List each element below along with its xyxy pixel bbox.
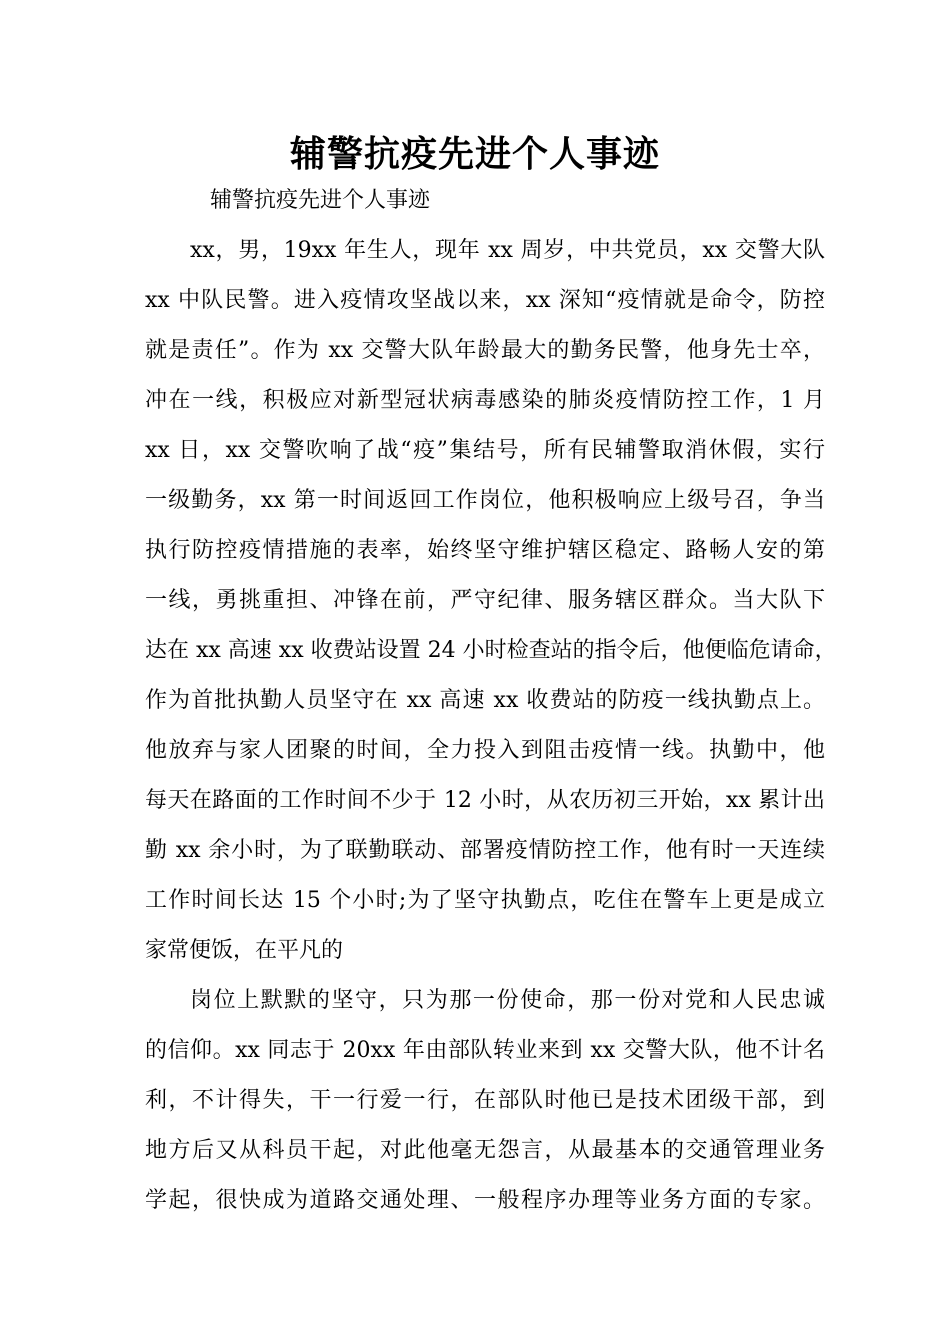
paragraph-line: 一线，勇挑重担、冲锋在前，严守纪律、服务辖区群众。当大队下	[145, 588, 825, 613]
paragraph-line: 他放弃与家人团聚的时间，全力投入到阻击疫情一线。执勤中，他	[145, 738, 825, 763]
paragraph-line: 地方后又从科员干起，对此他毫无怨言，从最基本的交通管理业务	[145, 1138, 825, 1163]
paragraph-line: xx 日，xx 交警吹响了战“疫”集结号，所有民辅警取消休假，实行	[145, 438, 825, 463]
paragraph-line: 的信仰。xx 同志于 20xx 年由部队转业来到 xx 交警大队，他不计名	[145, 1038, 825, 1063]
paragraph-line: 工作时间长达 15 个小时;为了坚守执勤点，吃住在警车上更是成立	[145, 888, 825, 913]
paragraph-line: 就是责任”。作为 xx 交警大队年龄最大的勤务民警，他身先士卒，	[145, 338, 825, 363]
paragraph-line: 冲在一线，积极应对新型冠状病毒感染的肺炎疫情防控工作，1 月	[145, 388, 825, 413]
paragraph-line: 勤 xx 余小时，为了联勤联动、部署疫情防控工作，他有时一天连续	[145, 838, 825, 863]
paragraph-line: xx 中队民警。进入疫情攻坚战以来，xx 深知“疫情就是命令，防控	[145, 288, 825, 313]
document-subtitle: 辅警抗疫先进个人事迹	[210, 188, 431, 213]
page-title: 辅警抗疫先进个人事迹	[289, 133, 660, 175]
paragraph-line: xx，男，19xx 年生人，现年 xx 周岁，中共党员，xx 交警大队	[190, 238, 825, 263]
paragraph-line: 利，不计得失，干一行爱一行，在部队时他已是技术团级干部，到	[145, 1088, 825, 1113]
paragraph-line: 达在 xx 高速 xx 收费站设置 24 小时检查站的指令后，他便临危请命，	[145, 638, 837, 663]
paragraph-line: 作为首批执勤人员坚守在 xx 高速 xx 收费站的防疫一线执勤点上。	[145, 688, 825, 713]
paragraph-line: 岗位上默默的坚守，只为那一份使命，那一份对党和人民忠诚	[190, 988, 825, 1013]
paragraph-line: 家常便饭，在平凡的	[145, 938, 344, 963]
paragraph-line: 学起，很快成为道路交通处理、一般程序办理等业务方面的专家。	[145, 1188, 825, 1213]
paragraph-line: 执行防控疫情措施的表率，始终坚守维护辖区稳定、路畅人安的第	[145, 538, 825, 563]
paragraph-line: 一级勤务，xx 第一时间返回工作岗位，他积极响应上级号召，争当	[145, 488, 825, 513]
paragraph-line: 每天在路面的工作时间不少于 12 小时，从农历初三开始，xx 累计出	[145, 788, 825, 813]
